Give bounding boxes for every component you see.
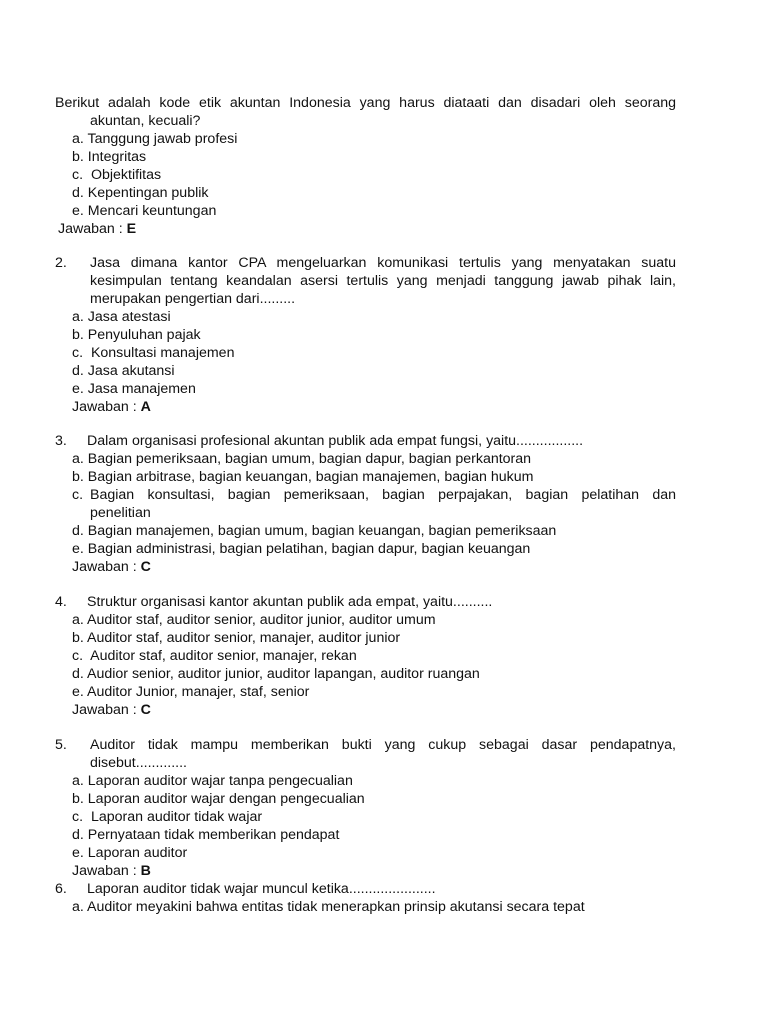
option-text: Jasa atestasi [87, 309, 171, 325]
option-b [72, 326, 201, 344]
option-letter: c. [72, 345, 84, 361]
option-text: Bagian arbitrase, bagian keuangan, bagian manajemen, bagian hukum [87, 469, 534, 485]
option-e [72, 540, 530, 558]
option-text: Auditor staf, auditor senior, auditor junior, auditor umum [87, 612, 436, 628]
option-text: Auditor meyakini bahwa entitas tidak menerapkan prinsip akutansi secara tepat [87, 899, 585, 915]
answer-label: Jawaban : [72, 399, 137, 415]
option-b [72, 790, 365, 808]
option-text: Auditor Junior, manajer, staf, senior [87, 684, 310, 700]
option-a [72, 898, 585, 916]
option-letter: e. [72, 381, 84, 397]
question-stem-line: merupakan pengertian dari......... [90, 291, 296, 307]
option-letter: d. [72, 185, 84, 201]
option-text: Auditor staf, auditor senior, manajer, auditor junior [87, 630, 401, 646]
question-number: 3. [55, 433, 67, 449]
option-text: Laporan auditor [87, 845, 188, 861]
option-letter: a. [72, 773, 84, 789]
option-letter: a. [72, 451, 84, 467]
answer-line [72, 701, 151, 719]
option-a [72, 130, 237, 148]
option-letter: a. [72, 899, 84, 915]
option-text: Bagian pemeriksaan, bagian umum, bagian dapur, bagian perkantoran [87, 451, 532, 467]
question-number: 6. [55, 881, 67, 897]
question-stem-line: Auditor tidak mampu memberikan bukti yang cukup sebagai dasar pendapatnya, [90, 737, 676, 753]
option-c-letter: c. [72, 487, 84, 503]
option-letter: a. [72, 612, 84, 628]
option-letter: d. [72, 363, 84, 379]
option-text: Jasa akutansi [87, 363, 175, 379]
option-b [72, 148, 146, 166]
answer-value: A [140, 399, 151, 415]
answer-label: Jawaban : [58, 221, 123, 237]
option-c: Bagian konsultasi, bagian pemeriksaan, bagian perpajakan, bagian pelatihan dan [90, 487, 676, 503]
option-c [72, 808, 262, 826]
option-letter: d. [72, 666, 84, 682]
option-a [72, 308, 171, 326]
option-c [72, 647, 357, 665]
question-number: 4. [55, 594, 67, 610]
answer-value: B [140, 863, 151, 879]
option-text: Jasa manajemen [87, 381, 196, 397]
answer-line [58, 220, 136, 238]
answer-value: C [140, 702, 151, 718]
option-letter: b. [72, 327, 84, 343]
question-stem-line: Laporan auditor tidak wajar muncul ketika...................... [87, 881, 436, 897]
option-c-continuation: penelitian [90, 505, 151, 521]
option-d [72, 522, 556, 540]
option-text: Laporan auditor tidak wajar [90, 809, 263, 825]
option-letter: b. [72, 149, 84, 165]
answer-line [72, 862, 151, 880]
option-e [72, 380, 196, 398]
option-letter: a. [72, 309, 84, 325]
option-text: Laporan auditor wajar tanpa pengecualian [87, 773, 353, 789]
question-number: 5. [55, 737, 67, 753]
option-text: Objektifitas [90, 167, 162, 183]
option-c [72, 344, 234, 362]
answer-value: E [126, 221, 137, 237]
question-stem-line: Jasa dimana kantor CPA mengeluarkan komunikasi tertulis yang menyatakan suatu [90, 255, 676, 271]
option-letter: c. [72, 167, 84, 183]
answer-line [72, 398, 151, 416]
option-letter: c. [72, 809, 84, 825]
option-b [72, 629, 400, 647]
option-c [72, 166, 161, 184]
option-letter: a. [72, 131, 84, 147]
option-text: Laporan auditor wajar dengan pengecualian [87, 791, 365, 807]
option-d [72, 362, 175, 380]
option-letter: e. [72, 541, 84, 557]
option-text: Mencari keuntungan [87, 203, 217, 219]
answer-line [72, 558, 151, 576]
option-letter: b. [72, 630, 84, 646]
option-d [72, 826, 339, 844]
option-letter: e. [72, 845, 84, 861]
option-a [72, 772, 353, 790]
option-letter: b. [72, 791, 84, 807]
option-letter: e. [72, 684, 84, 700]
option-text: Tanggung jawab profesi [87, 131, 238, 147]
answer-label: Jawaban : [72, 863, 137, 879]
option-letter: d. [72, 827, 84, 843]
option-letter: b. [72, 469, 84, 485]
question-stem-line: kesimpulan tentang keandalan asersi tertulis yang menjadi tanggung jawab pihak lain, [90, 273, 676, 289]
option-text: Integritas [87, 149, 147, 165]
option-a [72, 450, 531, 468]
question-stem-line: Struktur organisasi kantor akuntan publik ada empat, yaitu.......... [87, 594, 493, 610]
question-stem-line: akuntan, kecuali? [90, 113, 201, 129]
option-a [72, 611, 436, 629]
option-text: Bagian administrasi, bagian pelatihan, bagian dapur, bagian keuangan [87, 541, 531, 557]
option-b [72, 468, 533, 486]
option-letter: d. [72, 523, 84, 539]
option-text: Kepentingan publik [87, 185, 209, 201]
option-text: Auditor staf, auditor senior, manajer, rekan [90, 648, 357, 664]
option-d [72, 665, 480, 683]
question-number: 2. [55, 255, 67, 271]
question-stem-line: disebut............. [90, 755, 187, 771]
option-text: Konsultasi manajemen [90, 345, 235, 361]
answer-value: C [140, 559, 151, 575]
question-stem-line: Berikut adalah kode etik akuntan Indonesia yang harus diataati dan disadari oleh seorang [55, 95, 676, 111]
option-letter: c. [72, 648, 84, 664]
option-text: Audior senior, auditor junior, auditor lapangan, auditor ruangan [87, 666, 480, 682]
option-text: Penyuluhan pajak [87, 327, 201, 343]
option-e [72, 683, 309, 701]
option-e [72, 202, 216, 220]
question-stem-line: Dalam organisasi profesional akuntan publik ada empat fungsi, yaitu................. [87, 433, 584, 449]
option-letter: e. [72, 203, 84, 219]
answer-label: Jawaban : [72, 559, 137, 575]
answer-label: Jawaban : [72, 702, 137, 718]
option-d [72, 184, 209, 202]
option-text: Bagian manajemen, bagian umum, bagian keuangan, bagian pemeriksaan [87, 523, 557, 539]
option-e [72, 844, 187, 862]
option-text: Pernyataan tidak memberikan pendapat [87, 827, 340, 843]
